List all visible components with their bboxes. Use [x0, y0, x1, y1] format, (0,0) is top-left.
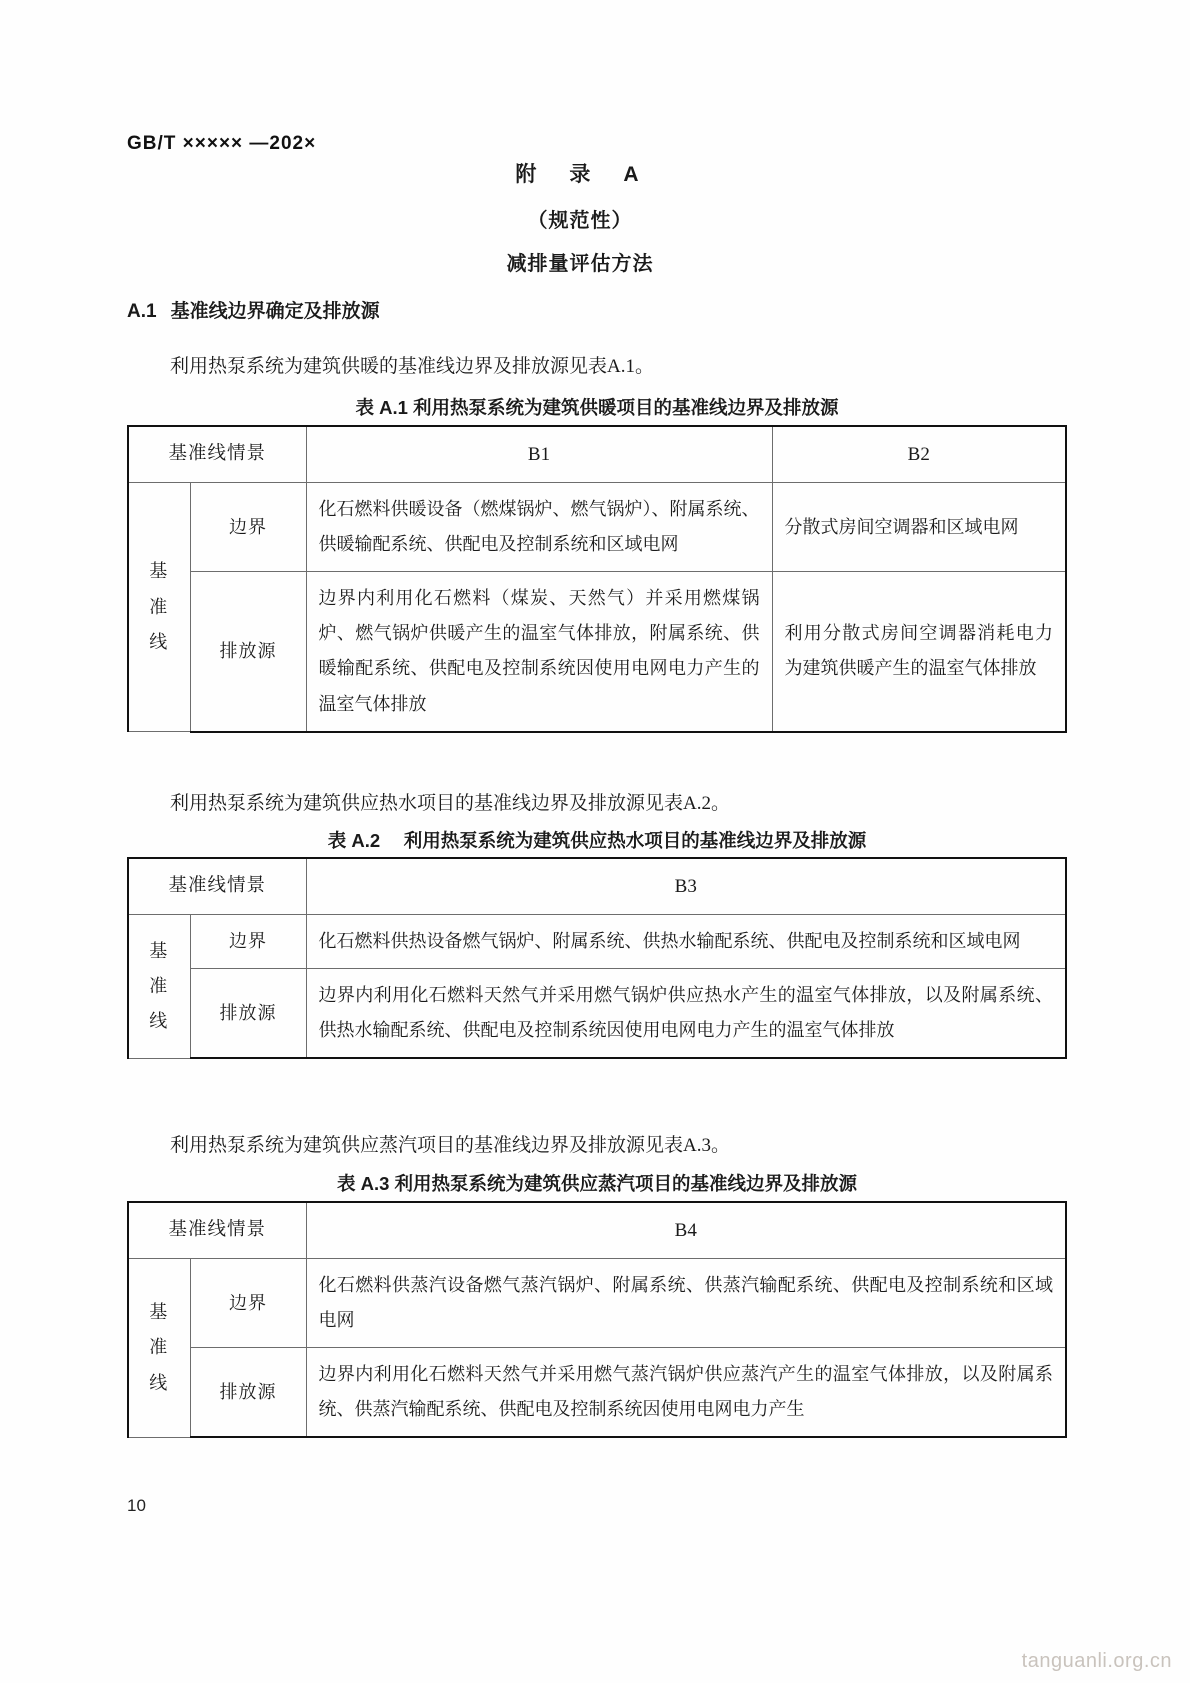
table-a1: [127, 425, 1067, 733]
cell-a1-source-b2: 利用分散式房间空调器消耗电力为建筑供暖产生的温室气体排放: [772, 572, 1066, 732]
header-cell-b4: B4: [306, 1202, 1066, 1259]
row-label-boundary: 边界: [190, 483, 306, 572]
annex-title: 附 录 A: [515, 163, 645, 186]
row-stub-baseline: 基准线: [128, 483, 190, 732]
clause-heading: [127, 296, 380, 323]
clause-number: A.1: [127, 301, 157, 322]
table-caption-a3: 表 A.3 利用热泵系统为建筑供应蒸汽项目的基准线边界及排放源: [336, 1173, 858, 1194]
table-row: [128, 969, 1066, 1059]
paragraph-intro-a1: 利用热泵系统为建筑供暖的基准线边界及排放源见表A.1。: [170, 356, 654, 377]
table-row: [128, 572, 1066, 732]
paragraph-intro-a2: 利用热泵系统为建筑供应热水项目的基准线边界及排放源见表A.2。: [170, 793, 730, 814]
header-cell-b3: B3: [306, 858, 1066, 915]
cell-a1-boundary-b1: 化石燃料供暖设备（燃煤锅炉、燃气锅炉）、附属系统、供暖输配系统、供配电及控制系统和区域电网: [306, 483, 772, 572]
row-label-emission-source: 排放源: [190, 1348, 306, 1438]
standard-code-header: GB/T ××××× —202×: [127, 133, 317, 154]
cell-a3-source-b4: 边界内利用化石燃料天然气并采用燃气蒸汽锅炉供应蒸汽产生的温室气体排放，以及附属系统、供蒸汽输配系统、供配电及控制系统因使用电网电力产生: [306, 1348, 1066, 1438]
row-stub-baseline: 基准线: [128, 915, 190, 1059]
table-row-header: [128, 426, 1066, 483]
header-cell-b2: B2: [772, 426, 1066, 483]
header-cell-scenario: 基准线情景: [128, 426, 306, 483]
table-a2: [127, 857, 1067, 1059]
row-label-emission-source: 排放源: [190, 969, 306, 1059]
table-row-header: [128, 858, 1066, 915]
cell-a2-boundary-b3: 化石燃料供热设备燃气锅炉、附属系统、供热水输配系统、供配电及控制系统和区域电网: [306, 915, 1066, 969]
row-label-emission-source: 排放源: [190, 572, 306, 732]
cell-a1-boundary-b2: 分散式房间空调器和区域电网: [772, 483, 1066, 572]
cell-a3-boundary-b4: 化石燃料供蒸汽设备燃气蒸汽锅炉、附属系统、供蒸汽输配系统、供配电及控制系统和区域电网: [306, 1259, 1066, 1348]
table-row: [128, 483, 1066, 572]
table-caption-a1: 表 A.1 利用热泵系统为建筑供暖项目的基准线边界及排放源: [355, 397, 839, 418]
annex-subject-title: 减排量评估方法: [506, 253, 654, 275]
annex-heading-block: [0, 158, 1190, 276]
table-caption-a2: 表 A.2 利用热泵系统为建筑供应热水项目的基准线边界及排放源: [327, 830, 867, 851]
table-row: [128, 1348, 1066, 1438]
watermark-text: tanguanli.org.cn: [1021, 1650, 1172, 1672]
row-label-boundary: 边界: [190, 915, 306, 969]
table-row: [128, 915, 1066, 969]
table-a3: [127, 1201, 1067, 1438]
annex-normative-label: （规范性）: [527, 210, 633, 232]
cell-a2-source-b3: 边界内利用化石燃料天然气并采用燃气锅炉供应热水产生的温室气体排放，以及附属系统、供热水输配系统、供配电及控制系统因使用电网电力产生的温室气体排放: [306, 969, 1066, 1059]
row-stub-baseline: 基准线: [128, 1259, 190, 1438]
cell-a1-source-b1: 边界内利用化石燃料（煤炭、天然气）并采用燃煤锅炉、燃气锅炉供暖产生的温室气体排放，附属系统、供暖输配系统、供配电及控制系统因使用电网电力产生的温室气体排放: [306, 572, 772, 732]
table-row-header: [128, 1202, 1066, 1259]
header-cell-b1: B1: [306, 426, 772, 483]
clause-title: 基准线边界确定及排放源: [170, 301, 380, 322]
paragraph-intro-a3: 利用热泵系统为建筑供应蒸汽项目的基准线边界及排放源见表A.3。: [170, 1135, 730, 1156]
row-label-boundary: 边界: [190, 1259, 306, 1348]
header-cell-scenario: 基准线情景: [128, 1202, 306, 1259]
page-number: 10: [127, 1496, 146, 1515]
table-row: [128, 1259, 1066, 1348]
header-cell-scenario: 基准线情景: [128, 858, 306, 915]
